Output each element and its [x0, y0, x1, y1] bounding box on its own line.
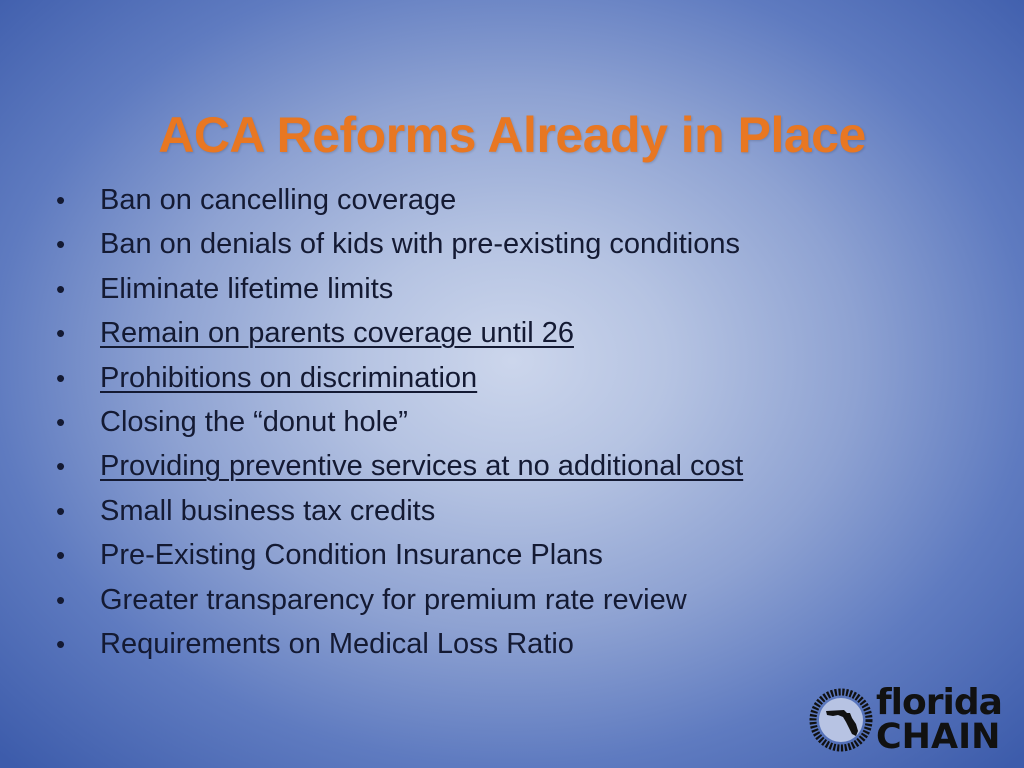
bullet-icon: • — [56, 495, 66, 526]
florida-chain-emblem-icon — [806, 684, 876, 754]
slide-title: ACA Reforms Already in Place — [158, 106, 866, 163]
logo-wordmark-chain: CHAIN — [876, 717, 1001, 757]
bullet-list — [56, 178, 956, 666]
bullet-item-preventive-services — [56, 444, 956, 488]
bullet-item-donut-hole — [56, 400, 956, 444]
bullet-item-tax-credits — [56, 489, 956, 533]
bullet-item-rate-review — [56, 578, 956, 622]
bullet-icon: • — [56, 362, 66, 393]
parents-coverage-link[interactable]: Remain on parents coverage until 26 — [100, 317, 574, 350]
bullet-text: Pre-Existing Condition Insurance Plans — [100, 539, 603, 572]
bullet-text: Closing the “donut hole” — [100, 405, 408, 438]
bullet-item-medical-loss-ratio — [56, 622, 956, 666]
logo-wordmark-florida: florida — [876, 682, 1002, 723]
bullet-text: Requirements on Medical Loss Ratio — [100, 627, 574, 660]
bullet-item-pcip — [56, 533, 956, 577]
bullet-text: Ban on denials of kids with pre-existing conditions — [100, 228, 740, 261]
preventive-services-link[interactable]: Providing preventive services at no additional cost — [100, 450, 744, 483]
bullet-item-cancelling-coverage — [56, 178, 956, 222]
bullet-item-denials-kids — [56, 222, 956, 266]
bullet-icon: • — [56, 584, 66, 615]
bullet-icon: • — [56, 451, 66, 482]
bullet-item-discrimination — [56, 356, 956, 400]
bullet-item-parents-coverage — [56, 311, 956, 355]
bullet-item-lifetime-limits — [56, 267, 956, 311]
bullet-icon: • — [56, 318, 66, 349]
bullet-text: Ban on cancelling coverage — [100, 184, 457, 216]
bullet-icon: • — [56, 273, 66, 304]
bullet-icon: • — [56, 229, 66, 260]
bullet-icon: • — [56, 628, 66, 659]
bullet-icon: • — [56, 185, 66, 215]
bullet-text: Small business tax credits — [100, 494, 436, 527]
bullet-icon: • — [56, 540, 66, 571]
florida-chain-logo — [806, 684, 1008, 756]
discrimination-link[interactable]: Prohibitions on discrimination — [100, 361, 478, 394]
bullet-text: Greater transparency for premium rate review — [100, 583, 687, 616]
bullet-text: Eliminate lifetime limits — [100, 272, 394, 305]
bullet-icon: • — [56, 406, 66, 437]
